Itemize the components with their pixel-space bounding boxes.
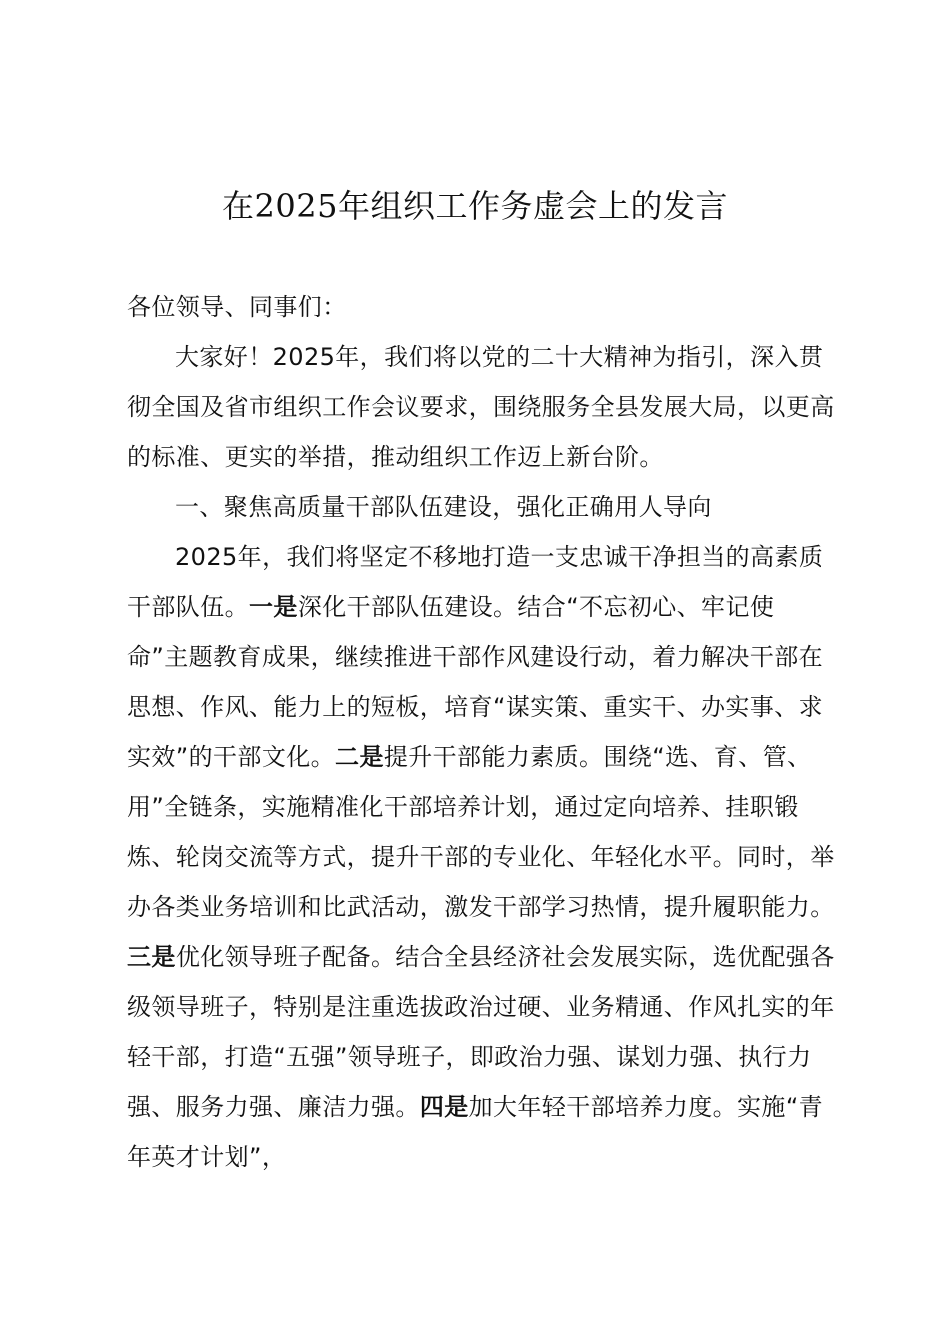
document-title: 在2025年组织工作务虚会上的发言 xyxy=(222,187,728,225)
section-paragraph xyxy=(127,532,835,1182)
intro-paragraph: 大家好！2025年，我们将以党的二十大精神为指引，深入贯彻全国及省市组织工作会议要求，围绕服务全县发展大局，以更高的标准、更实的举措，推动组织工作迈上新台阶。 xyxy=(127,343,835,471)
item-text-3: 优化领导班子配备。结合全县经济社会发展实际，选优配强各级领导班子，特别是注重选拔政治过硬、业务精通、作风扎实的年轻干部，打造“五强”领导班子，即政治力强、谋划力强、执行力强、服务力强、廉洁力强。 xyxy=(127,943,835,1121)
item-text-1: 深化干部队伍建设。结合“不忘初心、牢记使命”主题教育成果，继续推进干部作风建设行动，着力解决干部在思想、作风、能力上的短板，培育“谋实策、重实干、办实事、求实效”的干部文化。 xyxy=(127,593,824,771)
item-label-4: 四是 xyxy=(419,1093,469,1121)
item-text-4: 加大年轻干部培养力度。实施“青年英才计划”， xyxy=(127,1093,824,1171)
section-heading: 一、聚焦高质量干部队伍建设，强化正确用人导向 xyxy=(175,493,712,521)
document-body xyxy=(127,282,835,1182)
item-text-2: 提升干部能力素质。围绕“选、育、管、用”全链条，实施精准化干部培养计划，通过定向培养、挂职锻炼、轮岗交流等方式，提升干部的专业化、年轻化水平。同时，举办各类业务培训和比武活动，激发干部学习热情，提升履职能力。 xyxy=(127,743,835,921)
item-label-3: 三是 xyxy=(127,943,176,971)
item-label-2: 二是 xyxy=(335,743,384,771)
section-lead: 2025年，我们将坚定不移地打造一支忠诚干净担当的高素质干部队伍。 xyxy=(127,543,824,621)
item-label-1: 一是 xyxy=(249,593,298,621)
salutation: 各位领导、同事们： xyxy=(127,293,347,321)
